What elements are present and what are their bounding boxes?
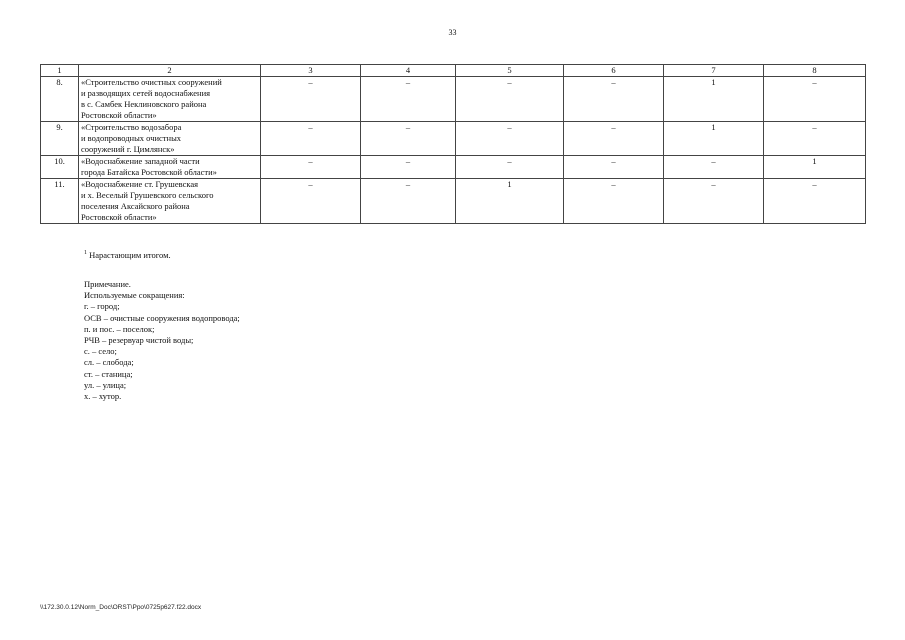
name-line: «Строительство очистных сооружений: [81, 77, 222, 87]
table-row: [41, 156, 866, 179]
project-name: [79, 122, 261, 156]
name-line: Ростовской области»: [81, 212, 157, 222]
cell-value: –: [361, 179, 456, 224]
cell-value: –: [261, 77, 361, 122]
column-header-7: 7: [664, 65, 764, 77]
cell-value: –: [361, 156, 456, 179]
abbreviation-item: с. – село;: [84, 346, 117, 357]
row-number: 8.: [41, 77, 79, 122]
footnote: [84, 250, 171, 260]
data-table: [40, 64, 866, 224]
cell-value: –: [361, 77, 456, 122]
row-number: 11.: [41, 179, 79, 224]
name-line: Ростовской области»: [81, 110, 157, 120]
name-line: города Батайска Ростовской области»: [81, 167, 217, 177]
cell-value: –: [261, 156, 361, 179]
cell-value: –: [564, 179, 664, 224]
column-header-3: 3: [261, 65, 361, 77]
cell-value: –: [764, 179, 866, 224]
table-row: [41, 179, 866, 224]
cell-value: –: [361, 122, 456, 156]
column-header-5: 5: [456, 65, 564, 77]
footnote-text: Нарастающим итогом.: [87, 250, 171, 260]
name-line: «Водоснабжение западной части: [81, 156, 200, 166]
notes-subheading: Используемые сокращения:: [84, 290, 185, 301]
cell-value: –: [261, 122, 361, 156]
cell-value: –: [764, 77, 866, 122]
column-header-1: 1: [41, 65, 79, 77]
abbreviation-item: х. – хутор.: [84, 391, 122, 402]
cell-value: –: [764, 122, 866, 156]
cell-value: 1: [664, 122, 764, 156]
row-number: 9.: [41, 122, 79, 156]
cell-value: –: [664, 179, 764, 224]
cell-value: –: [564, 77, 664, 122]
cell-value: –: [261, 179, 361, 224]
cell-value: –: [456, 122, 564, 156]
cell-value: 1: [664, 77, 764, 122]
cell-value: 1: [764, 156, 866, 179]
abbreviation-item: ОСВ – очистные сооружения водопровода;: [84, 312, 240, 323]
project-name: [79, 156, 261, 179]
cell-value: –: [564, 156, 664, 179]
abbreviation-item: г. – город;: [84, 301, 120, 312]
cell-value: –: [456, 77, 564, 122]
table-row: [41, 122, 866, 156]
abbreviation-item: сл. – слобода;: [84, 357, 134, 368]
name-line: и разводящих сетей водоснабжения: [81, 88, 211, 98]
name-line: «Строительство водозабора: [81, 122, 182, 132]
file-path: \\172.30.0.12\Norm_Doc\ORST\Ppo\0725p627.f22.docx: [40, 604, 202, 611]
cell-value: –: [456, 156, 564, 179]
cell-value: –: [564, 122, 664, 156]
project-name: [79, 179, 261, 224]
name-line: и х. Веселый Грушевского сельского: [81, 190, 214, 200]
name-line: поселения Аксайского района: [81, 201, 190, 211]
name-line: и водопроводных очистных: [81, 133, 182, 143]
table-row: [41, 77, 866, 122]
footnote-mark: 1: [84, 250, 87, 257]
abbreviation-item: ул. – улица;: [84, 379, 127, 390]
page-number: 33: [448, 28, 457, 37]
abbreviation-item: РЧВ – резервуар чистой воды;: [84, 335, 194, 346]
project-name: [79, 77, 261, 122]
cell-value: –: [664, 156, 764, 179]
notes-block: [84, 279, 240, 402]
name-line: сооружений г. Цимлянск»: [81, 144, 175, 154]
cell-value: 1: [456, 179, 564, 224]
column-header-6: 6: [564, 65, 664, 77]
abbreviation-item: п. и пос. – поселок;: [84, 323, 155, 334]
name-line: в с. Самбек Неклиновского района: [81, 99, 207, 109]
table-header-row: [41, 65, 866, 77]
column-header-8: 8: [764, 65, 866, 77]
abbreviation-item: ст. – станица;: [84, 368, 133, 379]
notes-heading: Примечание.: [84, 279, 131, 289]
column-header-4: 4: [361, 65, 456, 77]
column-header-2: 2: [79, 65, 261, 77]
name-line: «Водоснабжение ст. Грушевская: [81, 179, 199, 189]
row-number: 10.: [41, 156, 79, 179]
